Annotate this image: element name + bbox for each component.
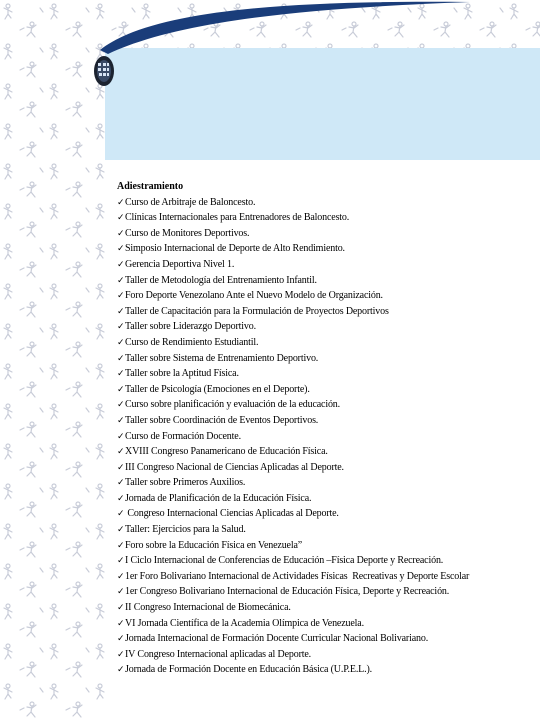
list-item: [117, 288, 532, 304]
check-mark-icon: ✓: [117, 352, 125, 363]
list-item-label: Curso sobre planificación y evaluación de la educación.: [125, 399, 340, 411]
check-mark-icon: ✓: [117, 508, 125, 519]
section-heading: Adiestramiento: [117, 181, 184, 192]
list-item-label: Simposio Internacional de Deporte de Alto Rendimiento.: [125, 243, 345, 255]
check-mark-icon: ✓: [117, 212, 125, 223]
check-mark-icon: ✓: [117, 227, 125, 238]
list-item: [117, 647, 532, 663]
list-item: [117, 569, 532, 585]
list-item-label: Curso de Formación Docente.: [125, 430, 241, 442]
check-mark-icon: ✓: [117, 196, 125, 207]
list-item-label: Foro Deporte Venezolano Ante el Nuevo Modelo de Organización.: [125, 290, 383, 302]
list-item-label: Taller sobre Coordinación de Eventos Deportivos.: [125, 414, 319, 426]
list-item: [117, 553, 532, 569]
list-item-label: Taller sobre Primeros Auxilios.: [125, 477, 246, 489]
list-item-label: Taller de Psicología (Emociones en el Deporte).: [125, 383, 310, 395]
list-item-label: Clínicas Internacionales para Entrenadores de Baloncesto.: [125, 212, 350, 224]
list-item: [117, 538, 532, 554]
list-item-label: Taller sobre Sistema de Entrenamiento Deportivo.: [125, 352, 319, 364]
training-list: [117, 195, 532, 678]
list-item-label: Taller sobre la Aptitud Física.: [125, 368, 239, 380]
check-mark-icon: ✓: [117, 446, 125, 457]
header-swoosh-decoration: [90, 0, 490, 60]
list-item-label: Congreso Internacional Ciencias Aplicadas al Deporte.: [125, 508, 339, 520]
list-item-label: Jornada de Planificación de la Educación Física.: [125, 492, 312, 504]
list-item: [117, 226, 532, 242]
list-item: [117, 366, 532, 382]
check-mark-icon: ✓: [117, 399, 125, 410]
list-item: [117, 273, 532, 289]
check-mark-icon: ✓: [117, 492, 125, 503]
list-item: [117, 662, 532, 678]
list-item: [117, 631, 532, 647]
list-item-label: III Congreso Nacional de Ciencias Aplicadas al Deporte.: [125, 461, 344, 473]
list-item-label: Curso de Arbitraje de Baloncesto.: [125, 196, 256, 208]
check-mark-icon: ✓: [117, 305, 125, 316]
check-mark-icon: ✓: [117, 633, 125, 644]
list-item-label: II Congreso Internacional de Biomecánica.: [125, 602, 291, 614]
list-item: [117, 460, 532, 476]
list-item: [117, 210, 532, 226]
check-mark-icon: ✓: [117, 524, 125, 535]
list-item: [117, 195, 532, 211]
list-item: [117, 351, 532, 367]
list-item: [117, 304, 532, 320]
list-item-label: Curso de Rendimiento Estudiantil.: [125, 336, 259, 348]
list-item: [117, 600, 532, 616]
check-mark-icon: ✓: [117, 539, 125, 550]
list-item-label: Jornada Internacional de Formación Docente Curricular Nacional Bolivariano.: [125, 633, 429, 645]
check-mark-icon: ✓: [117, 648, 125, 659]
list-item: [117, 335, 532, 351]
list-item-label: I Ciclo Internacional de Conferencias de Educación –Física Deporte y Recreación.: [125, 555, 444, 567]
list-item: [117, 319, 532, 335]
list-item: [117, 491, 532, 507]
check-mark-icon: ✓: [117, 461, 125, 472]
list-item: [117, 616, 532, 632]
list-item: [117, 444, 532, 460]
check-mark-icon: ✓: [117, 414, 125, 425]
list-item: [117, 397, 532, 413]
check-mark-icon: ✓: [117, 274, 125, 285]
list-item-label: Taller sobre Liderazgo Deportivo.: [125, 321, 256, 333]
list-item-label: Taller de Metodología del Entrenamiento Infantil.: [125, 274, 317, 286]
list-item-label: Taller: Ejercicios para la Salud.: [125, 524, 246, 536]
check-mark-icon: ✓: [117, 430, 125, 441]
list-item: [117, 257, 532, 273]
list-item-label: Gerencia Deportiva Nivel 1.: [125, 258, 235, 270]
list-item-label: XVIII Congreso Panamericano de Educación Física.: [125, 446, 328, 458]
check-mark-icon: ✓: [117, 664, 125, 675]
list-item-label: 1er Foro Bolivariano Internacional de Actividades Físicas Recreativas y Deporte Escolar: [125, 570, 470, 582]
list-item: [117, 413, 532, 429]
check-mark-icon: ✓: [117, 570, 125, 581]
check-mark-icon: ✓: [117, 617, 125, 628]
check-mark-icon: ✓: [117, 586, 125, 597]
list-item-label: Foro sobre la Educación Física en Venezuela”: [125, 539, 303, 551]
list-item: [117, 475, 532, 491]
check-mark-icon: ✓: [117, 290, 125, 301]
list-item: [117, 584, 532, 600]
check-mark-icon: ✓: [117, 555, 125, 566]
check-mark-icon: ✓: [117, 602, 125, 613]
list-item-label: VI Jornada Científica de la Academia Olímpica de Venezuela.: [125, 617, 364, 629]
check-mark-icon: ✓: [117, 321, 125, 332]
list-item: [117, 506, 532, 522]
check-mark-icon: ✓: [117, 477, 125, 488]
list-item: [117, 429, 532, 445]
list-item-label: Jornada de Formación Docente en Educación Básica (U.P.E.L.).: [125, 664, 373, 676]
check-mark-icon: ✓: [117, 368, 125, 379]
list-item-label: IV Congreso Internacional aplicadas al Deporte.: [125, 648, 312, 660]
list-item: [117, 382, 532, 398]
check-mark-icon: ✓: [117, 383, 125, 394]
list-item-label: 1er Congreso Bolivariano Internacional de Educación Física, Deporte y Recreación.: [125, 586, 450, 598]
training-section: [117, 179, 532, 678]
list-item: [117, 522, 532, 538]
list-item-label: Taller de Capacitación para la Formulación de Proyectos Deportivos: [125, 305, 389, 317]
check-mark-icon: ✓: [117, 243, 125, 254]
list-item-label: Curso de Monitores Deportivos.: [125, 227, 250, 239]
check-mark-icon: ✓: [117, 258, 125, 269]
list-item: [117, 241, 532, 257]
header-band: [105, 48, 540, 160]
header-logo-orb-icon: [92, 54, 116, 88]
check-mark-icon: ✓: [117, 336, 125, 347]
